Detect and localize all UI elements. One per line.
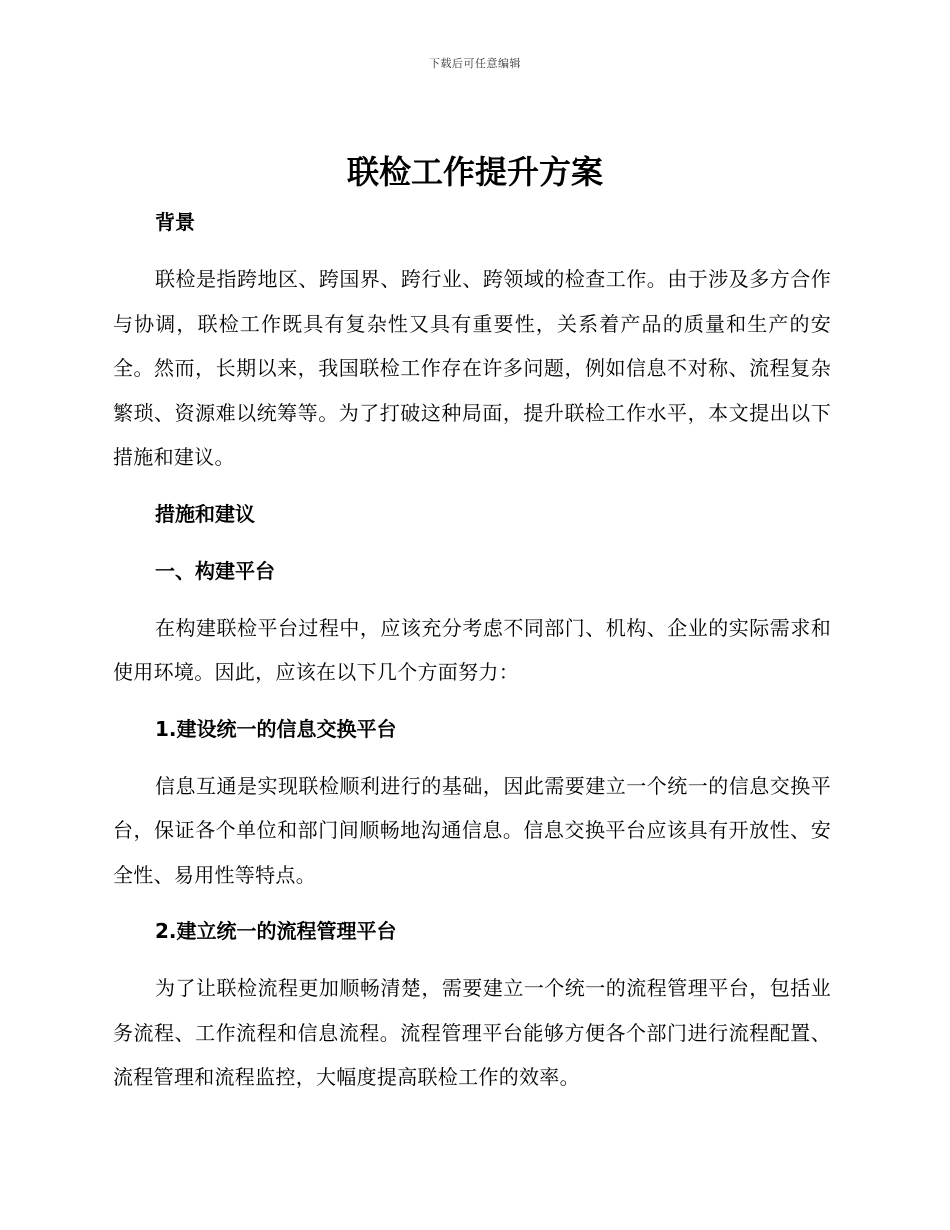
header-note: 下载后可任意编辑 — [429, 57, 521, 70]
document-body — [113, 200, 831, 1100]
document-title: 联检工作提升方案 — [346, 153, 603, 191]
platform-paragraph: 在构建联检平台过程中，应该充分考虑不同部门、机构、企业的实际需求和使用环境。因此，应该在以下几个方面努力： — [113, 615, 831, 684]
background-heading: 背景 — [155, 210, 195, 234]
platform-heading: 一、构建平台 — [155, 558, 275, 583]
item2-heading: 2.建立统一的流程管理平台 — [155, 919, 397, 943]
background-paragraph: 联检是指跨地区、跨国界、跨行业、跨领域的检查工作。由于涉及多方合作与协调，联检工作既具有复杂性又具有重要性，关系着产品的质量和生产的安全。然而，长期以来，我国联检工作存在许多问题，例如信息不对称、流程复杂繁琐、资源难以统筹等。为了打破这种局面，提升联检工作水平，本文提出以下措施和建议。 — [113, 267, 831, 469]
measures-heading: 措施和建议 — [155, 501, 255, 526]
item2-paragraph: 为了让联检流程更加顺畅清楚，需要建立一个统一的流程管理平台，包括业务流程、工作流程和信息流程。流程管理平台能够方便各个部门进行流程配置、流程管理和流程监控，大幅度提高联检工作的效率。 — [113, 976, 831, 1089]
item1-paragraph: 信息互通是实现联检顺利进行的基础，因此需要建立一个统一的信息交换平台，保证各个单位和部门间顺畅地沟通信息。信息交换平台应该具有开放性、安全性、易用性等特点。 — [113, 773, 831, 887]
item1-heading: 1.建设统一的信息交换平台 — [155, 716, 397, 741]
